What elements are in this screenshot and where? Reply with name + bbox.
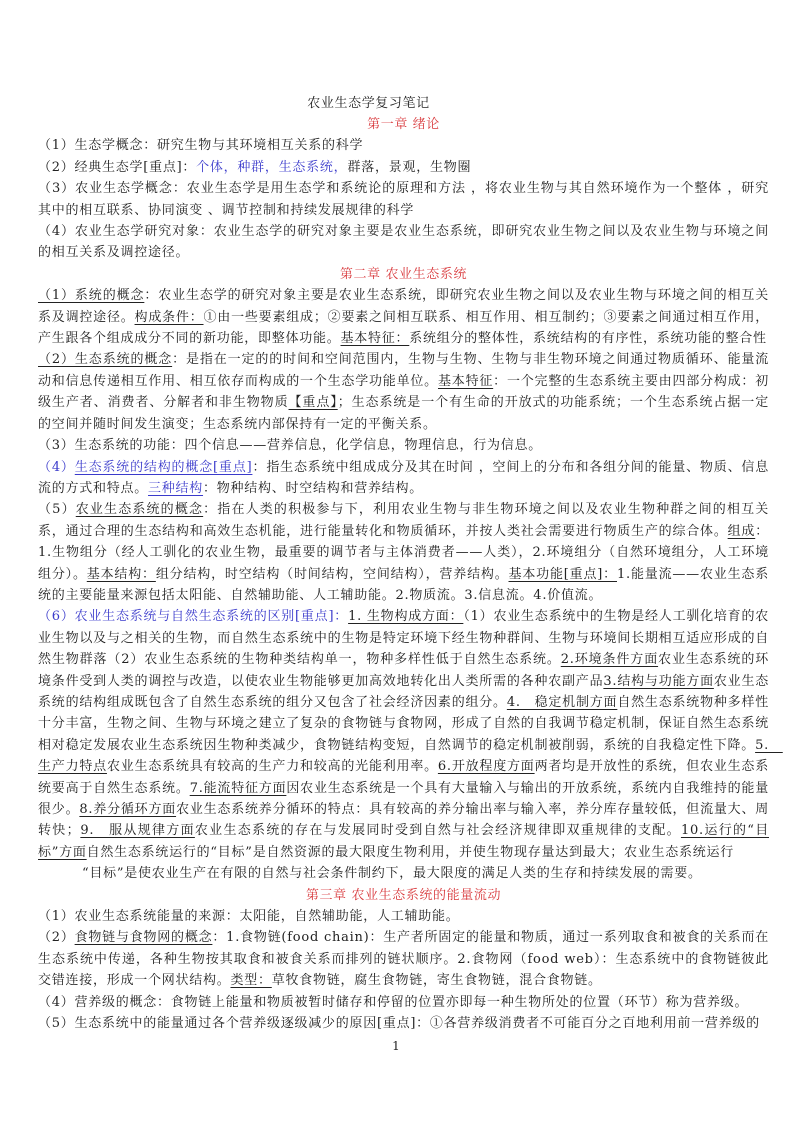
paragraph bbox=[38, 178, 769, 221]
text-segment: （1）农业生态系统中的生物是经人工驯化培育的农业生物以及与之相关的生物，而自然生态系统中的生物是特定环境下经生物种群间、生物与环境间长期相互适应形成的自然生物群落（2）农业生态系统的生物种类结构单一，物种多样性低于自然生态系统。 bbox=[38, 609, 769, 668]
page-number: 1 bbox=[392, 1039, 400, 1053]
underlined-term: 基本结构： bbox=[86, 566, 156, 582]
underlined-term: （1）系统的概念 bbox=[38, 288, 145, 304]
underlined-term: 3.结构与功能方面 bbox=[603, 673, 714, 689]
paragraph bbox=[38, 435, 769, 456]
text-segment: 农业生态系统的环境条件受到人类的调控与改造，以使农业生物能够更加高效地转化出人类所需的各种农副产品 bbox=[38, 652, 769, 689]
paragraph bbox=[38, 349, 769, 435]
text-segment: 农业生态系统具有较高的生产力和较高的光能利用率。 bbox=[106, 759, 438, 775]
highlighted-text: 个体，种群，生态系统， bbox=[196, 159, 348, 175]
paragraph bbox=[38, 1013, 769, 1034]
text-segment: 农业生态系统养分循环的特点：具有较高的养分输出率与输入率，养分库存量较低，但流量大、周转快； bbox=[38, 802, 769, 839]
text-segment: （2）经典生态学[重点]： bbox=[38, 159, 197, 175]
underlined-term: 【重点】 bbox=[288, 395, 338, 411]
underlined-term: 10.运行的“目标”方面 bbox=[38, 823, 769, 860]
text-segment: （1）生态学概念：研究生物与其环境相互关系的科学 bbox=[38, 138, 364, 154]
text-segment: ：1.食物链(food chain)：生产者所固定的能量和物质，通过一系列取食和被食的关系而在生态系统中传递，各种生物按其取食和被食关系而排列的链状顺序。2.食物网（food web）：生态系统中的食物链彼此交错连接，形成一个网状结构。 bbox=[38, 930, 769, 989]
text-segment: （1）农业生态系统能量的来源：太阳能，自然辅助能，人工辅助能。 bbox=[38, 909, 460, 925]
document-page bbox=[38, 94, 783, 1034]
chapters bbox=[38, 114, 783, 1034]
paragraph bbox=[38, 285, 769, 349]
text-segment: ：指在人类的积极参与下，利用农业生物与非生物环境之间以及农业生物种群之间的相互关系，通过合理的生态结构和高效生态机能，进行能量转化和物质循环，并按人类社会需要进行物质生产的综合体。 bbox=[38, 502, 769, 539]
underlined-term: 类型： bbox=[230, 973, 272, 989]
chapter-heading: 第三章 农业生态系统的能量流动 bbox=[305, 887, 502, 903]
highlighted-text: （4） bbox=[38, 459, 75, 475]
document-title: 农业生态学复习笔记 bbox=[307, 96, 430, 111]
text-segment: ：物种结构、时空结构和营养结构。 bbox=[203, 480, 424, 496]
text-segment: 1.能量流——农业生态系统的主要能量来源包括太阳能、自然辅助能、人工辅助能。2.物质流。3.信息流。4.价值流。 bbox=[38, 566, 769, 603]
text-segment: ：一个完整的生态系统主要由四部分构成：初级生产者、消费者、分解者和非生物物质 bbox=[38, 373, 769, 411]
chapter-1 bbox=[38, 114, 769, 264]
highlighted-text: （6）农业生态系统与自然生态系统的区别[重点]： bbox=[38, 609, 349, 625]
underlined-term: 基本功能[重点]： bbox=[508, 566, 617, 582]
underlined-term: 7.能流特征方面 bbox=[189, 780, 287, 796]
text-segment: ；生态系统是一个有生命的开放式的功能系统；一个生态系统占据一定的空间并随时间发生演变；生态系统内部保持有一定的平衡关系。 bbox=[38, 395, 769, 432]
text-segment: （5） bbox=[38, 502, 76, 518]
text-segment: ：指生态系统中组成成分及其在时间 ，空间上的分布和各组分间的能量、物质、信息流的方式和特点。 bbox=[38, 459, 769, 496]
text-segment: 系统组分的整体性，系统结构的有序性，系统功能的整合性 bbox=[409, 331, 767, 347]
text-segment: 群落，景观，生物圈 bbox=[347, 159, 472, 175]
chapter-heading: 第一章 绪论 bbox=[367, 117, 440, 132]
paragraph bbox=[38, 863, 769, 884]
text-segment: （5）生态系统中的能量通过各个营养级逐级减少的原因[重点]：①各营养级消费者不可能百分之百地利用前一营养级的 bbox=[38, 1016, 760, 1032]
text-segment: 两者均是开放性的系统，但农业生态系统要高于自然生态系统。 bbox=[38, 759, 769, 796]
text-segment: ：是指在一定的的时间和空间范围内，生物与生物、生物与非生物环境之间通过物质循环、能量流动和信息传递相互作用、相互依存而构成的一个生态学功能单位。 bbox=[38, 352, 769, 389]
text-segment: 自然生态系统物种多样性十分丰富，生物之间、生物与环境之建立了复杂的食物链与食物网，形成了自然的自我调节稳定机制，保证自然生态系统相对稳定发展农业生态系统因生物种类减少，食物链结构变短，自然调节的稳定机制被削弱，系统的自我稳定性下降。 bbox=[38, 694, 769, 753]
underlined-term: 9. 服从规律方面 bbox=[80, 823, 195, 839]
underlined-term: 基本特征 bbox=[437, 373, 494, 389]
paragraph bbox=[38, 499, 769, 606]
text-segment: 自然生态系统运行的“目标”是自然资源的最大限度生物利用，并使生物现存量达到最大；农业生态系统运行 bbox=[86, 844, 734, 860]
paragraph bbox=[38, 606, 783, 863]
text-segment: 因农业生态系统是一个具有大量输入与输出的开放系统，系统内自我维持的能量很少。 bbox=[38, 780, 769, 817]
text-segment: 农业生态系统的存在与发展同时受到自然与社会经济规律即双重规律的支配。 bbox=[194, 823, 681, 839]
underlined-term: 食物链与食物网的概念 bbox=[74, 930, 213, 946]
text-segment: 农业生态系统的结构组成既包含了自然生态系统的组分又包含了社会经济因素的组分。 bbox=[38, 673, 769, 710]
underlined-term: （2）生态系统的概念 bbox=[38, 352, 173, 368]
text-segment: ：农业生态学的研究对象主要是农业生态系统，即研究农业生物之间以及农业生物与环境之间的相互关系及调控途径。 bbox=[38, 288, 769, 325]
paragraph bbox=[38, 221, 769, 264]
underlined-term: 三种结构 bbox=[148, 480, 204, 496]
underlined-term: 1. 生物构成方面： bbox=[348, 609, 464, 625]
text-segment: （3）农业生态学概念：农业生态学是用生态学和系统论的原理和方法 ，将农业生物与其自然环境作为一个整体 ，研究其中的相互联系、协同演变 、调节控制和持续发展规律的科学 bbox=[38, 181, 769, 218]
underlined-term: 构成条件： bbox=[134, 309, 204, 325]
text-segment: （4）营养级的概念：食物链上能量和物质被暂时储存和停留的位置亦即每一种生物所处的位置（环节）称为营养级。 bbox=[38, 994, 749, 1010]
text-segment: ①由一些要素组成；②要素之间相互联系、相互作用、相互制约；③要素之间通过相互作用，产生跟各个组成成分不同的新功能，即整体功能。 bbox=[38, 309, 769, 347]
text-segment: （3）生态系统的功能：四个信息——营养信息，化学信息，物理信息，行为信息。 bbox=[38, 438, 543, 454]
chapter-heading: 第二章 农业生态系统 bbox=[339, 266, 468, 282]
underlined-term: 2.环境条件方面 bbox=[560, 652, 659, 668]
text-segment: ：1.生物组分（经人工驯化的农业生物，最重要的调节者与主体消费者——人类），2.环境组分（自然环境组分，人工环境组分）。 bbox=[38, 523, 769, 582]
underlined-term: 农业生态系统的概念 bbox=[75, 502, 204, 518]
paragraph bbox=[38, 157, 769, 178]
paragraph bbox=[38, 992, 769, 1013]
paragraph bbox=[38, 457, 769, 500]
underlined-term: 6.开放程度方面 bbox=[437, 759, 535, 775]
chapter-3 bbox=[38, 885, 769, 1035]
underlined-term: 生态系统的结构的概念[重点] bbox=[74, 459, 253, 475]
underlined-term: 4. 稳定机制方面 bbox=[506, 694, 618, 710]
text-segment: 组分结构，时空结构（时间结构，空间结构），营养结构。 bbox=[155, 566, 509, 582]
text-segment: （4）农业生态学研究对象：农业生态学的研究对象主要是农业生态系统，即研究农业生物之间以及农业生物与环境之间的相互关系及调控途径。 bbox=[38, 224, 769, 261]
underlined-term: 组成 bbox=[727, 523, 756, 539]
text-segment: 草牧食物链，腐生食物链，寄生食物链，混合食物链。 bbox=[271, 973, 602, 989]
text-segment: “目标”是使农业生产在有限的自然与社会条件制约下，最大限度的满足人类的生存和持续发展的需要。 bbox=[82, 866, 702, 882]
paragraph bbox=[38, 906, 769, 927]
underlined-term: 8.养分循环方面 bbox=[79, 802, 177, 817]
underlined-term: 基本特征： bbox=[340, 331, 410, 347]
underlined-term: 5. 生产力特点 bbox=[38, 737, 783, 775]
text-segment: （2） bbox=[38, 930, 75, 946]
chapter-2 bbox=[38, 264, 783, 885]
paragraph bbox=[38, 927, 769, 991]
paragraph bbox=[38, 135, 769, 156]
